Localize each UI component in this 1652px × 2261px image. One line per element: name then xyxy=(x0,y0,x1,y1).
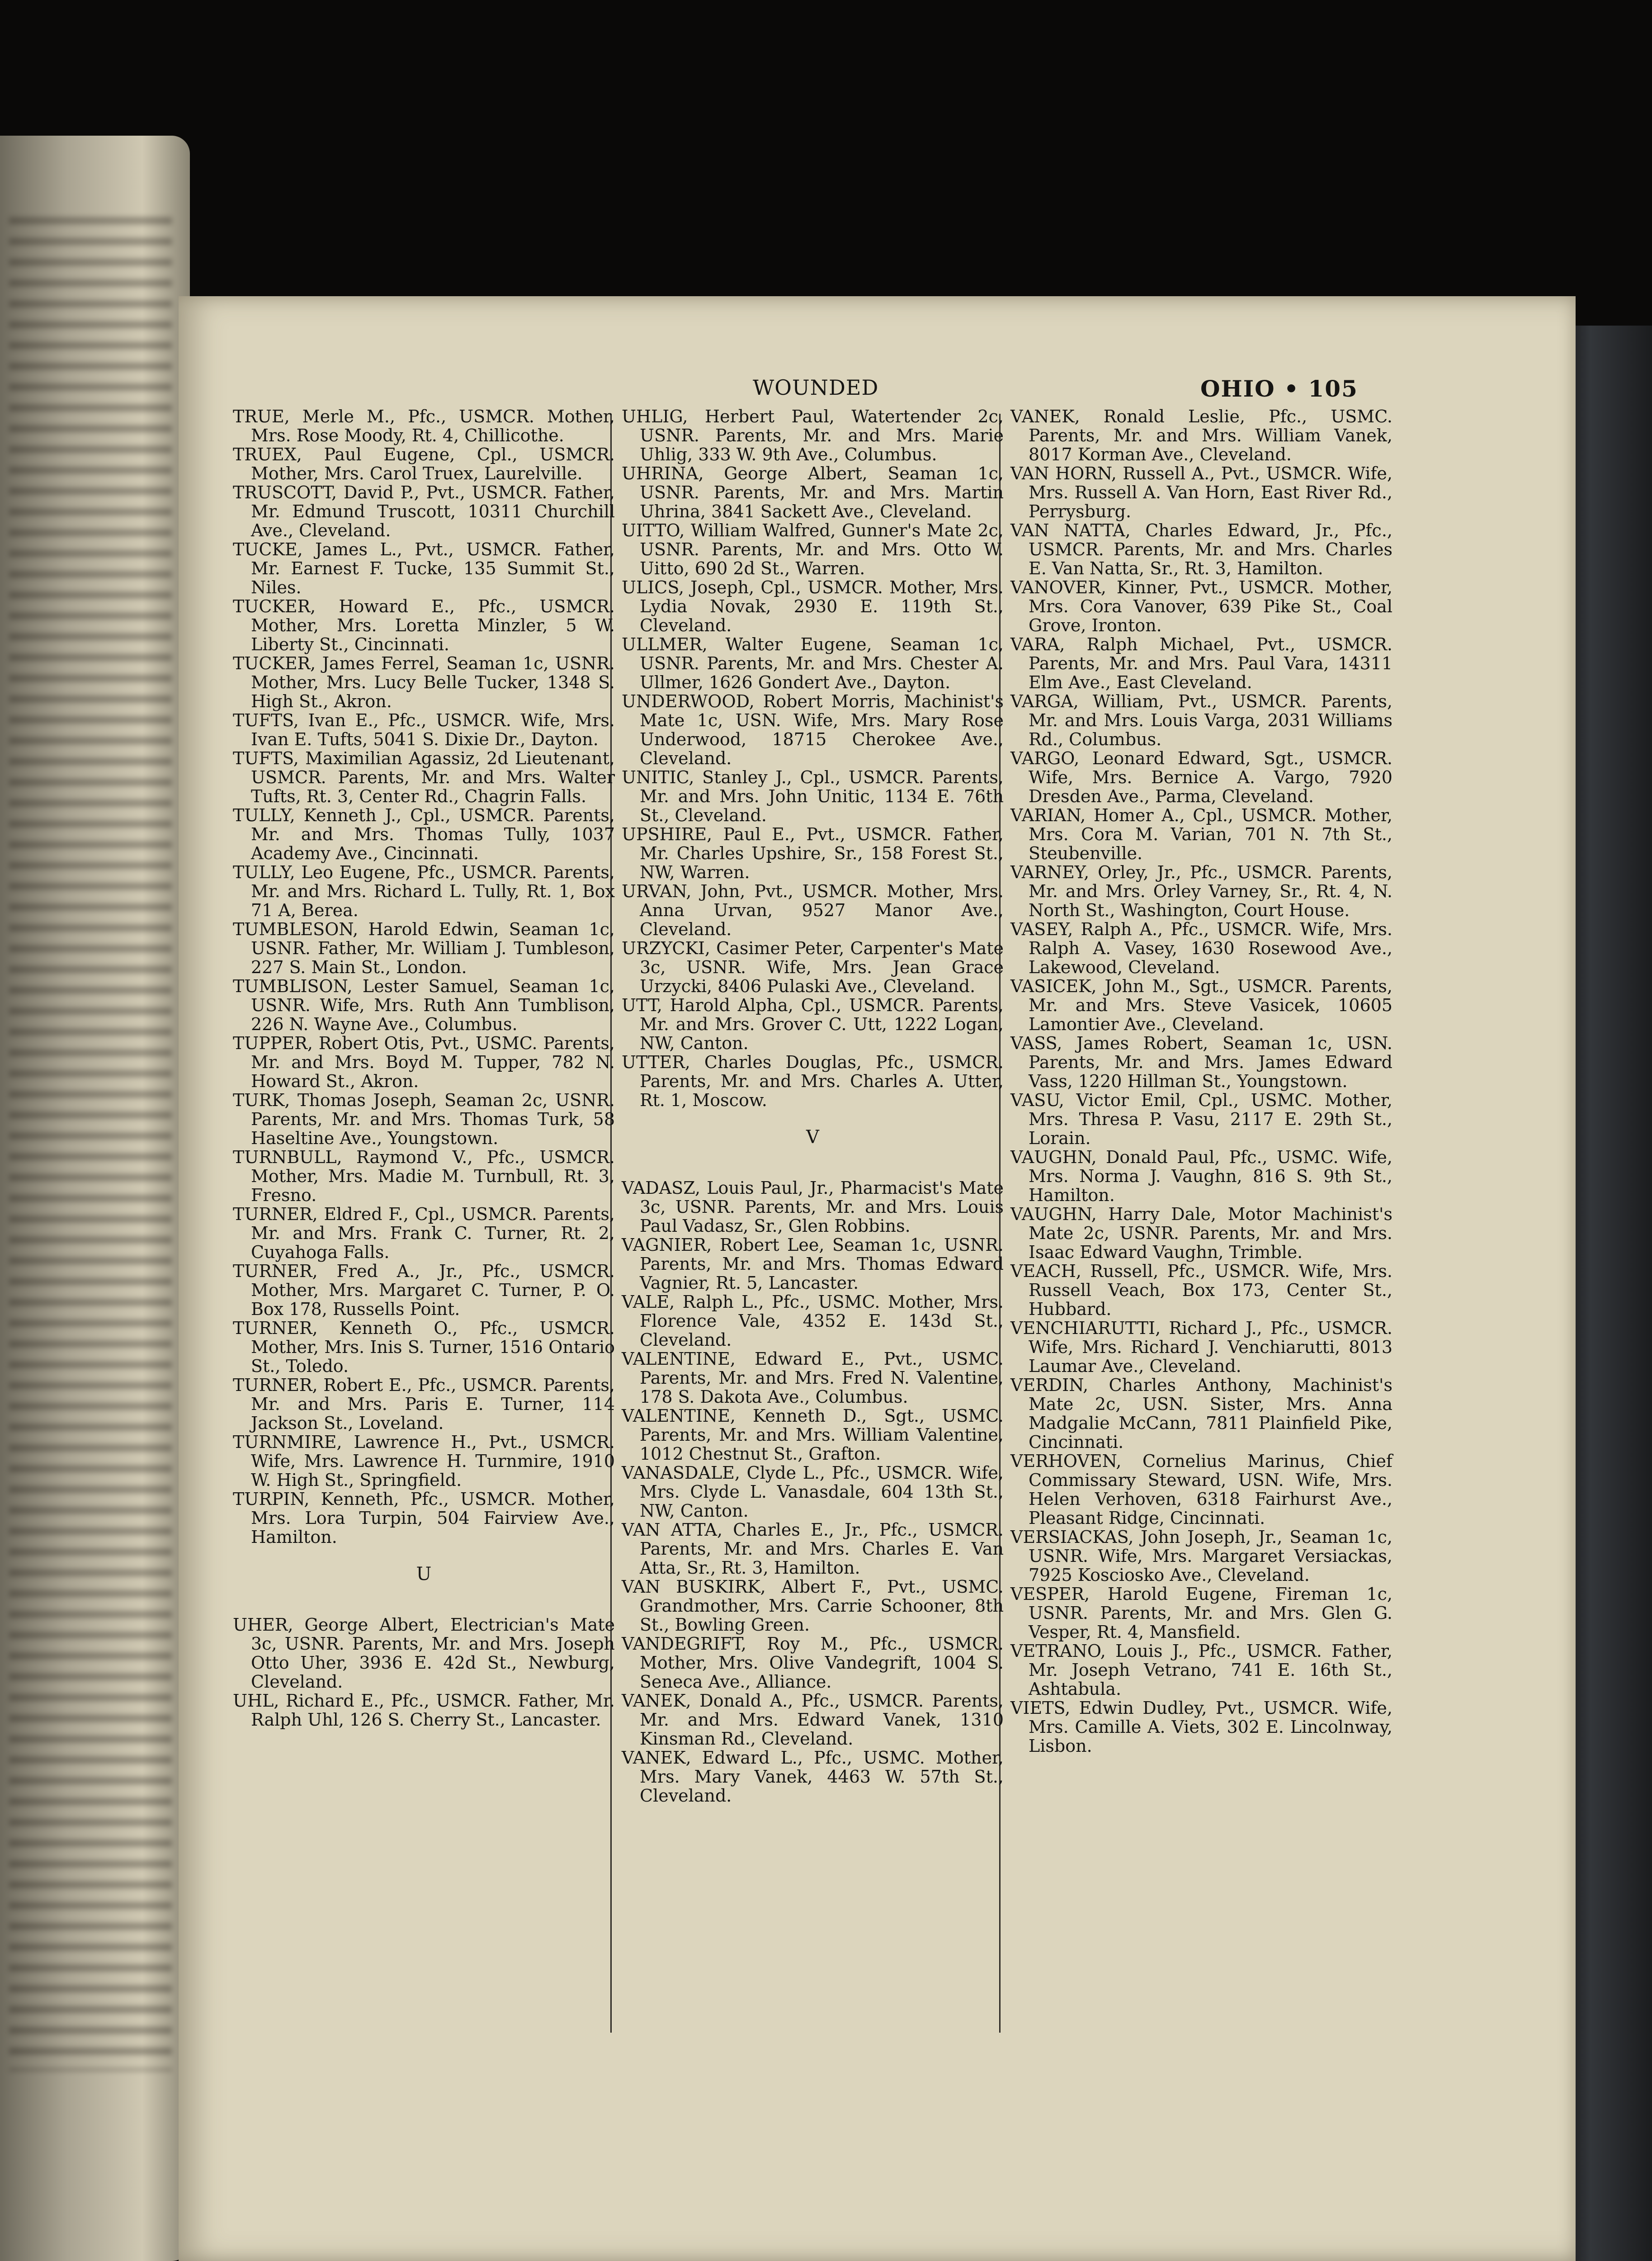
casualty-entry: TURNMIRE, Lawrence H., Pvt., USMCR. Wife, Mrs. Lawrence H. Turnmire, 1910 W. High St., Springfield. xyxy=(233,1432,615,1490)
casualty-entry: VAN BUSKIRK, Albert F., Pvt., USMC. Grandmother, Mrs. Carrie Schooner, 8th St., Bowling Green. xyxy=(622,1577,1004,1635)
casualty-entry: VAGNIER, Robert Lee, Seaman 1c, USNR. Parents, Mr. and Mrs. Thomas Edward Vagnier, Rt. 5, Lancaster. xyxy=(622,1235,1004,1293)
casualty-entry: TURNBULL, Raymond V., Pfc., USMCR. Mother, Mrs. Madie M. Turnbull, Rt. 3, Fresno. xyxy=(233,1147,615,1205)
casualty-entry: VIETS, Edwin Dudley, Pvt., USMCR. Wife, Mrs. Camille A. Viets, 302 E. Lincolnway, Lisbon. xyxy=(1010,1698,1392,1756)
casualty-entry: VARNEY, Orley, Jr., Pfc., USMCR. Parents, Mr. and Mrs. Orley Varney, Sr., Rt. 4, N. North St., Washington, Court House. xyxy=(1010,862,1392,920)
casualty-entry: VASEY, Ralph A., Pfc., USMCR. Wife, Mrs. Ralph A. Vasey, 1630 Rosewood Ave., Lakewood, Cleveland. xyxy=(1010,919,1392,977)
casualty-entry: VAUGHN, Harry Dale, Motor Machinist's Mate 2c, USNR. Parents, Mr. and Mrs. Isaac Edward Vaughn, Trimble. xyxy=(1010,1204,1392,1262)
casualty-entry: VANASDALE, Clyde L., Pfc., USMCR. Wife, Mrs. Clyde L. Vanasdale, 604 13th St., NW, Canton. xyxy=(622,1463,1004,1521)
casualty-entry: VANDEGRIFT, Roy M., Pfc., USMCR. Mother, Mrs. Olive Vandegrift, 1004 S. Seneca Ave., Alliance. xyxy=(622,1634,1004,1692)
casualty-entry: TUCKER, James Ferrel, Seaman 1c, USNR. Mother, Mrs. Lucy Belle Tucker, 1348 S. High St., Akron. xyxy=(233,653,615,711)
casualty-entry: VAN ATTA, Charles E., Jr., Pfc., USMCR. Parents, Mr. and Mrs. Charles E. Van Atta, Sr., Rt. 3, Hamilton. xyxy=(622,1520,1004,1578)
casualty-entry: UNDERWOOD, Robert Morris, Machinist's Mate 1c, USN. Wife, Mrs. Mary Rose Underwood, 18715 Cherokee Ave., Cleveland. xyxy=(622,691,1004,768)
casualty-entry: TRUE, Merle M., Pfc., USMCR. Mother, Mrs. Rose Moody, Rt. 4, Chillicothe. xyxy=(233,407,615,445)
casualty-entry: ULLMER, Walter Eugene, Seaman 1c, USNR. Parents, Mr. and Mrs. Chester A. Ullmer, 1626 Gondert Ave., Dayton. xyxy=(622,634,1004,692)
casualty-entry: VESPER, Harold Eugene, Fireman 1c, USNR. Parents, Mr. and Mrs. Glen G. Vesper, Rt. 4, Mansfield. xyxy=(1010,1584,1392,1642)
casualty-entry: VANEK, Donald A., Pfc., USMCR. Parents, Mr. and Mrs. Edward Vanek, 1310 Kinsman Rd., Cleveland. xyxy=(622,1691,1004,1749)
casualty-entry: TURNER, Robert E., Pfc., USMCR. Parents, Mr. and Mrs. Paris E. Turner, 114 Jackson St., Loveland. xyxy=(233,1375,615,1433)
casualty-entry: TUFTS, Ivan E., Pfc., USMCR. Wife, Mrs. Ivan E. Tufts, 5041 S. Dixie Dr., Dayton. xyxy=(233,710,615,749)
casualty-entry: VASS, James Robert, Seaman 1c, USN. Parents, Mr. and Mrs. James Edward Vass, 1220 Hillman St., Youngstown. xyxy=(1010,1033,1392,1091)
casualty-entry: TURPIN, Kenneth, Pfc., USMCR. Mother, Mrs. Lora Turpin, 504 Fairview Ave., Hamilton. xyxy=(233,1489,615,1547)
casualty-entry: UTT, Harold Alpha, Cpl., USMCR. Parents, Mr. and Mrs. Grover C. Utt, 1222 Logan, NW, Canton. xyxy=(622,995,1004,1053)
casualty-entry: VASU, Victor Emil, Cpl., USMC. Mother, Mrs. Thresa P. Vasu, 2117 E. 29th St., Lorain. xyxy=(1010,1090,1392,1148)
casualty-entry: UPSHIRE, Paul E., Pvt., USMCR. Father, Mr. Charles Upshire, Sr., 158 Forest St., NW, Warren. xyxy=(622,824,1004,882)
casualty-entry: VARGO, Leonard Edward, Sgt., USMCR. Wife, Mrs. Bernice A. Vargo, 7920 Dresden Ave., Parma, Cleveland. xyxy=(1010,748,1392,806)
casualty-entry: VERSIACKAS, John Joseph, Jr., Seaman 1c, USNR. Wife, Mrs. Margaret Versiackas, 7925 Kosciosko Ave., Cleveland. xyxy=(1010,1527,1392,1585)
book-page xyxy=(179,296,1576,2261)
casualty-entry: VEACH, Russell, Pfc., USMCR. Wife, Mrs. Russell Veach, Box 173, Center St., Hubbard. xyxy=(1010,1261,1392,1319)
casualty-entry: VASICEK, John M., Sgt., USMCR. Parents, Mr. and Mrs. Steve Vasicek, 10605 Lamontier Ave., Cleveland. xyxy=(1010,976,1392,1034)
column-1 xyxy=(233,407,615,1729)
page-header xyxy=(179,375,1576,412)
casualty-entry: URZYCKI, Casimer Peter, Carpenter's Mate 3c, USNR. Wife, Mrs. Jean Grace Urzycki, 8406 Pulaski Ave., Cleveland. xyxy=(622,938,1004,996)
casualty-entry: TRUSCOTT, David P., Pvt., USMCR. Father, Mr. Edmund Truscott, 10311 Churchill Ave., Cleveland. xyxy=(233,482,615,540)
casualty-entry: VALE, Ralph L., Pfc., USMC. Mother, Mrs. Florence Vale, 4352 E. 143d St., Cleveland. xyxy=(622,1292,1004,1350)
casualty-entry: VARIAN, Homer A., Cpl., USMCR. Mother, Mrs. Cora M. Varian, 701 N. 7th St., Steubenville. xyxy=(1010,805,1392,863)
casualty-entry: TUMBLISON, Lester Samuel, Seaman 1c, USNR. Wife, Mrs. Ruth Ann Tumblison, 226 N. Wayne Ave., Columbus. xyxy=(233,976,615,1034)
casualty-entry: UNITIC, Stanley J., Cpl., USMCR. Parents, Mr. and Mrs. John Unitic, 1134 E. 76th St., Cleveland. xyxy=(622,767,1004,825)
casualty-entry: UTTER, Charles Douglas, Pfc., USMCR. Parents, Mr. and Mrs. Charles A. Utter, Rt. 1, Moscow. xyxy=(622,1052,1004,1110)
casualty-entry: VARA, Ralph Michael, Pvt., USMCR. Parents, Mr. and Mrs. Paul Vara, 14311 Elm Ave., East Cleveland. xyxy=(1010,634,1392,692)
casualty-entry: URVAN, John, Pvt., USMCR. Mother, Mrs. Anna Urvan, 9527 Manor Ave., Cleveland. xyxy=(622,881,1004,939)
casualty-entry: TRUEX, Paul Eugene, Cpl., USMCR. Mother, Mrs. Carol Truex, Laurelville. xyxy=(233,445,615,483)
casualty-entry: TURK, Thomas Joseph, Seaman 2c, USNR. Parents, Mr. and Mrs. Thomas Turk, 58 Haseltine Ave., Youngstown. xyxy=(233,1090,615,1148)
casualty-entry: VAUGHN, Donald Paul, Pfc., USMC. Wife, Mrs. Norma J. Vaughn, 816 S. 9th St., Hamilton. xyxy=(1010,1147,1392,1205)
casualty-entry: VAN NATTA, Charles Edward, Jr., Pfc., USMCR. Parents, Mr. and Mrs. Charles E. Van Natta, Sr., Rt. 3, Hamilton. xyxy=(1010,520,1392,578)
casualty-entry: VAN HORN, Russell A., Pvt., USMCR. Wife, Mrs. Russell A. Van Horn, East River Rd., Perrysburg. xyxy=(1010,464,1392,521)
casualty-entry: VADASZ, Louis Paul, Jr., Pharmacist's Mate 3c, USNR. Parents, Mr. and Mrs. Louis Paul Vadasz, Sr., Glen Robbins. xyxy=(622,1178,1004,1236)
casualty-entry: VANEK, Ronald Leslie, Pfc., USMC. Parents, Mr. and Mrs. William Vanek, 8017 Korman Ave., Cleveland. xyxy=(1010,407,1392,464)
casualty-entry: UHLIG, Herbert Paul, Watertender 2c, USNR. Parents, Mr. and Mrs. Marie Uhlig, 333 W. 9th Ave., Columbus. xyxy=(622,407,1004,464)
casualty-entry: TUFTS, Maximilian Agassiz, 2d Lieutenant, USMCR. Parents, Mr. and Mrs. Walter Tufts, Rt. 3, Center Rd., Chagrin Falls. xyxy=(233,748,615,806)
casualty-entry: TURNER, Kenneth O., Pfc., USMCR. Mother, Mrs. Inis S. Turner, 1516 Ontario St., Toledo. xyxy=(233,1318,615,1376)
casualty-entry: VENCHIARUTTI, Richard J., Pfc., USMCR. Wife, Mrs. Richard J. Venchiarutti, 8013 Laumar Ave., Cleveland. xyxy=(1010,1318,1392,1376)
column-3 xyxy=(1010,407,1392,1755)
casualty-entry: TUPPER, Robert Otis, Pvt., USMC. Parents, Mr. and Mrs. Boyd M. Tupper, 782 N. Howard St., Akron. xyxy=(233,1033,615,1091)
section-letter-heading: U xyxy=(416,1564,432,1585)
book-cover-edge xyxy=(1564,326,1652,2261)
casualty-entry: TURNER, Eldred F., Cpl., USMCR. Parents, Mr. and Mrs. Frank C. Turner, Rt. 2, Cuyahoga Falls. xyxy=(233,1204,615,1262)
casualty-entry: TULLY, Leo Eugene, Pfc., USMCR. Parents, Mr. and Mrs. Richard L. Tully, Rt. 1, Box 71 A, Berea. xyxy=(233,862,615,920)
facing-page-blurred-text xyxy=(9,217,172,2071)
casualty-entry: VETRANO, Louis J., Pfc., USMCR. Father, Mr. Joseph Vetrano, 741 E. 16th St., Ashtabula. xyxy=(1010,1641,1392,1699)
casualty-entry: VALENTINE, Edward E., Pvt., USMC. Parents, Mr. and Mrs. Fred N. Valentine, 178 S. Dakota Ave., Columbus. xyxy=(622,1349,1004,1407)
casualty-entry: UHL, Richard E., Pfc., USMCR. Father, Mr. Ralph Uhl, 126 S. Cherry St., Lancaster. xyxy=(233,1691,615,1730)
section-letter-heading: V xyxy=(806,1127,819,1148)
casualty-entry: VARGA, William, Pvt., USMCR. Parents, Mr. and Mrs. Louis Varga, 2031 Williams Rd., Columbus. xyxy=(1010,691,1392,749)
casualty-entry: TUCKER, Howard E., Pfc., USMCR. Mother, Mrs. Loretta Minzler, 5 W. Liberty St., Cincinnati. xyxy=(233,596,615,654)
casualty-entry: ULICS, Joseph, Cpl., USMCR. Mother, Mrs. Lydia Novak, 2930 E. 119th St., Cleveland. xyxy=(622,577,1004,635)
casualty-entry: TUMBLESON, Harold Edwin, Seaman 1c, USNR. Father, Mr. William J. Tumbleson, 227 S. Main St., London. xyxy=(233,919,615,977)
casualty-entry: VERHOVEN, Cornelius Marinus, Chief Commissary Steward, USN. Wife, Mrs. Helen Verhoven, 6318 Fairhurst Ave., Pleasant Ridge, Cincinnati. xyxy=(1010,1451,1392,1528)
column-2 xyxy=(622,407,1004,1805)
casualty-entry: VERDIN, Charles Anthony, Machinist's Mate 2c, USN. Sister, Mrs. Anna Madgalie McCann, 7811 Plainfield Pike, Cincinnati. xyxy=(1010,1375,1392,1452)
casualty-entry: TURNER, Fred A., Jr., Pfc., USMCR. Mother, Mrs. Margaret C. Turner, P. O. Box 178, Russells Point. xyxy=(233,1261,615,1319)
casualty-entry: UHRINA, George Albert, Seaman 1c, USNR. Parents, Mr. and Mrs. Martin Uhrina, 3841 Sackett Ave., Cleveland. xyxy=(622,464,1004,521)
casualty-entry: TULLY, Kenneth J., Cpl., USMCR. Parents, Mr. and Mrs. Thomas Tully, 1037 Academy Ave., Cincinnati. xyxy=(233,805,615,863)
state-and-page-number: OHIO • 105 xyxy=(1200,375,1358,402)
casualty-entry: UITTO, William Walfred, Gunner's Mate 2c, USNR. Parents, Mr. and Mrs. Otto W. Uitto, 690 2d St., Warren. xyxy=(622,520,1004,578)
casualty-entry: TUCKE, James L., Pvt., USMCR. Father, Mr. Earnest F. Tucke, 135 Summit St., Niles. xyxy=(233,539,615,597)
casualty-entry: VANOVER, Kinner, Pvt., USMCR. Mother, Mrs. Cora Vanover, 639 Pike St., Coal Grove, Ironton. xyxy=(1010,577,1392,635)
running-head: WOUNDED xyxy=(753,375,879,400)
casualty-entry: UHER, George Albert, Electrician's Mate 3c, USNR. Parents, Mr. and Mrs. Joseph Otto Uher, 3936 E. 42d St., Newburg, Cleveland. xyxy=(233,1615,615,1692)
casualty-entry: VALENTINE, Kenneth D., Sgt., USMC. Parents, Mr. and Mrs. William Valentine, 1012 Chestnut St., Grafton. xyxy=(622,1406,1004,1464)
casualty-entry: VANEK, Edward L., Pfc., USMC. Mother, Mrs. Mary Vanek, 4463 W. 57th St., Cleveland. xyxy=(622,1748,1004,1806)
facing-page-edge xyxy=(0,136,190,2261)
